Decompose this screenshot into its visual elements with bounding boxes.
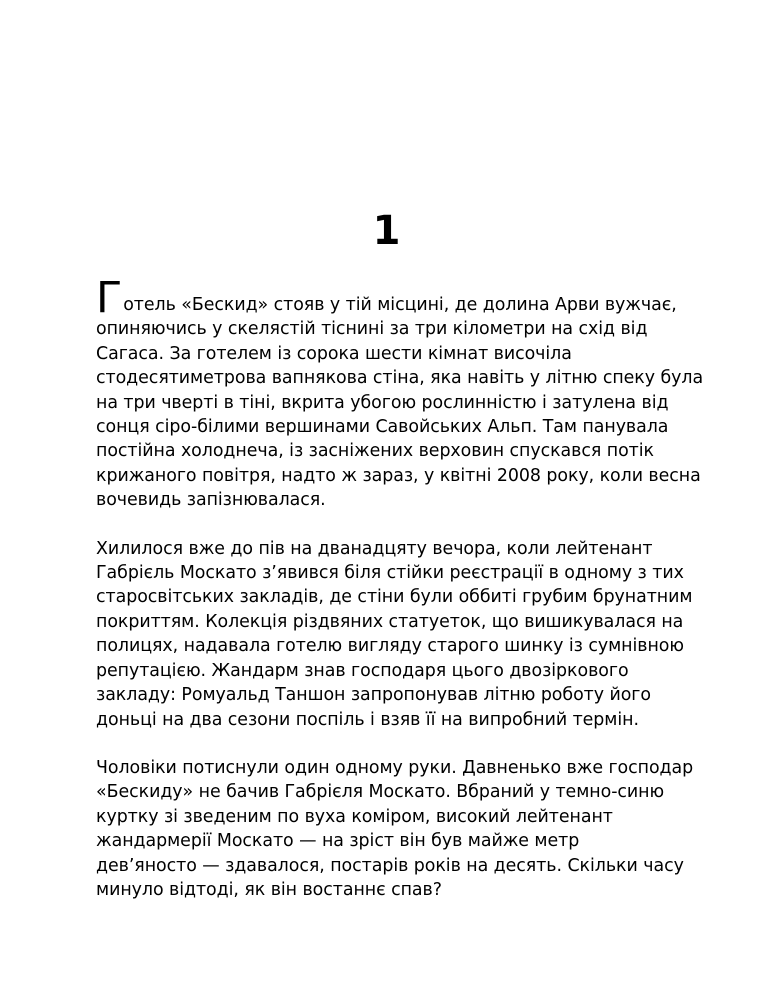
paragraph-2 bbox=[96, 537, 693, 732]
text-line bbox=[96, 273, 686, 323]
text-line: сонця сіро-білими вершинами Савойських Альп. Там панувала bbox=[96, 417, 669, 438]
text-line: Хилилося вже до пів на дванадцяту вечора, коли лейтенант bbox=[96, 538, 653, 559]
text-line: репутацією. Жандарм знав господаря цього двозіркового bbox=[96, 660, 629, 681]
drop-cap: Г bbox=[96, 273, 123, 323]
text-line: жандармерії Москато — на зріст він був майже метр bbox=[96, 831, 580, 852]
text-line: крижаного повітря, надто ж зараз, у квітні 2008 року, коли весна bbox=[96, 465, 701, 486]
text-line: полицях, надавала готелю вигляду старого шинку із сумнівною bbox=[96, 636, 684, 657]
text-line: минуло відтоді, як він востаннє спав? bbox=[96, 879, 442, 900]
paragraph-3 bbox=[96, 756, 694, 902]
chapter-number: 1 bbox=[372, 208, 401, 254]
text-line: дев’яносто — здавалося, постарів років на десять. Скільки часу bbox=[96, 855, 684, 876]
text-line: стодесятиметрова вапнякова стіна, яка навіть у літню спеку була bbox=[96, 368, 704, 389]
text-line: «Бескиду» не бачив Габрієля Москато. Вбраний у темно-синю bbox=[96, 782, 665, 803]
text-line: старосвітських закладів, де стіни були оббиті грубим брунатним bbox=[96, 587, 693, 608]
paragraph-1 bbox=[96, 273, 704, 513]
text-line: на три чверті в тіні, вкрита убогою рослинністю і затулена від bbox=[96, 392, 669, 413]
text-line: вочевидь запізнювалася. bbox=[96, 490, 326, 511]
text-line: доньці на два сезони поспіль і взяв її на випробний термін. bbox=[96, 709, 639, 730]
text-line: опиняючись у скелястій тіснині за три кілометри на схід від bbox=[96, 319, 648, 340]
text-line: Чоловіки потиснули один одному руки. Давненько вже господар bbox=[96, 757, 694, 778]
text-line: Габрієль Москато з’явився біля стійки реєстрації в одному з тих bbox=[96, 563, 684, 584]
text-line: Сагаса. За готелем із сорока шести кімнат височіла bbox=[96, 343, 572, 364]
text-line: закладу: Ромуальд Таншон запропонував літню роботу його bbox=[96, 685, 651, 706]
text-line: постійна холоднеча, із засніжених верховин спускався потік bbox=[96, 441, 654, 462]
chapter-body bbox=[96, 273, 704, 926]
text-line: куртку зі зведеним по вуха коміром, високий лейтенант bbox=[96, 806, 613, 827]
text-line-content: отель «Бескид» стояв у тій місцині, де долина Арви вужчає, bbox=[123, 295, 677, 315]
text-line: покриттям. Колекція різдвяних статуеток, що вишикувалася на bbox=[96, 611, 684, 632]
